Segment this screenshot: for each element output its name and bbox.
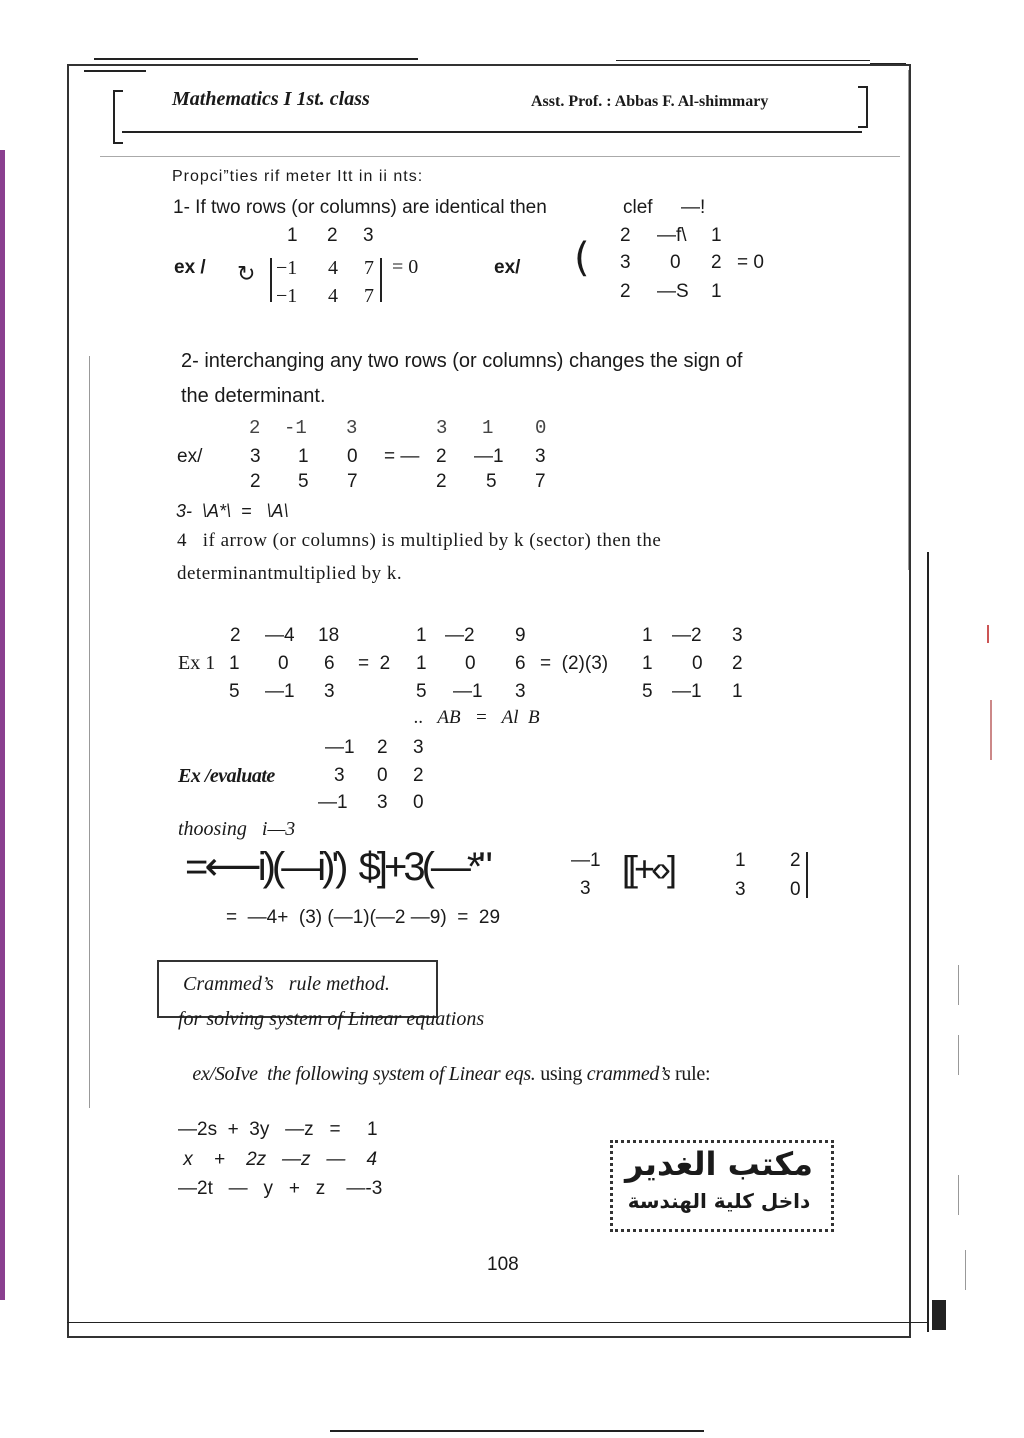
matrix-2-r3c2: —S xyxy=(657,281,689,302)
p2-right-r3c1: 2 xyxy=(436,471,447,492)
scan-mark-6 xyxy=(965,1250,966,1290)
matrix-2-r3c1: 2 xyxy=(620,281,631,302)
scan-mark-3 xyxy=(958,965,959,1005)
header-left-title: Mathematics I 1st. class xyxy=(172,88,370,110)
scan-mark-5 xyxy=(958,1175,959,1215)
scan-mark-4 xyxy=(958,1035,959,1075)
p2-left-r2c1: 3 xyxy=(250,446,261,467)
property-1-top-row-3: 3 xyxy=(363,225,374,246)
header-dotted-rule xyxy=(100,156,900,157)
cramer-line-2-b: using xyxy=(535,1063,587,1085)
ex1-eq-1: = 2 xyxy=(358,653,391,674)
p2-right-r1c1: 3 xyxy=(436,417,448,439)
matrix-1-r2c3: 7 xyxy=(364,285,374,307)
p2-right-r2c3: 3 xyxy=(535,446,546,467)
ex1-m2-r3c3: 3 xyxy=(515,681,526,702)
ex1-label: Ex 1 xyxy=(178,652,216,674)
matrix-1-r1c2: 4 xyxy=(328,257,338,279)
ex1-m1-r1c3: 18 xyxy=(318,625,340,646)
p2-right-r1c2: 1 xyxy=(482,417,494,439)
p2-right-r3c2: 5 xyxy=(486,471,497,492)
matrix-1-equals: = 0 xyxy=(392,256,419,278)
cramer-box-title: Crammed’s rule method. xyxy=(183,973,390,995)
ex1-m2-r2c1: 1 xyxy=(416,653,427,674)
cramer-equation-1: —2s + 3y —z = 1 xyxy=(178,1119,378,1140)
eval-small-2-r1c2: 2 xyxy=(790,850,801,871)
matrix-1-r1c3: 7 xyxy=(364,257,374,279)
p2-left-r2c3: 0 xyxy=(347,446,358,467)
ex1-m3-r3c1: 5 xyxy=(642,681,653,702)
matrix-2-equals: = 0 xyxy=(737,252,764,273)
bottom-rule-1 xyxy=(67,1322,927,1323)
p2-left-r2c2: 1 xyxy=(298,446,309,467)
left-scan-edge xyxy=(0,150,5,1300)
property-1-clef: clef xyxy=(623,197,653,218)
property-1-ex2-label: ex/ xyxy=(494,257,521,278)
header-bracket-right xyxy=(858,86,868,128)
ex1-m3-r1c3: 3 xyxy=(732,625,743,646)
right-mid-rule xyxy=(908,70,909,570)
header-underline xyxy=(122,131,862,133)
eval-choosing: thoosing i—3 xyxy=(178,818,296,840)
matrix-2-r1c1: 2 xyxy=(620,225,631,246)
eval-expansion-garbled: =⟵i)(—i)') $]+3(—*" xyxy=(185,845,489,889)
matrix-1-right-bar xyxy=(380,258,382,302)
top-rule-left xyxy=(94,58,418,60)
matrix-2-r2c2: 0 xyxy=(670,252,681,273)
matrix-1-left-bar xyxy=(270,258,272,302)
eval-label: Ex /evaluate xyxy=(178,765,275,787)
property-1-ex-label: ex / xyxy=(174,257,206,278)
property-4-line-1: 4 if arrow (or columns) is multiplied by k (sector) then the xyxy=(177,530,662,551)
eval-small-1-top: —1 xyxy=(571,850,601,871)
ex1-m1-r1c2: —4 xyxy=(265,625,295,646)
ex1-m1-r2c3: 6 xyxy=(324,653,335,674)
property-1-text: 1- If two rows (or columns) are identical then xyxy=(173,197,547,218)
property-4-line-2: determinantmultiplied by k. xyxy=(177,563,403,584)
cramer-equation-3: —2t — y + z —-3 xyxy=(178,1178,383,1199)
ex1-m3-r3c2: —1 xyxy=(672,681,702,702)
cramer-line-2-c: crammed’s xyxy=(586,1063,671,1085)
ex1-m2-r1c1: 1 xyxy=(416,625,427,646)
matrix-2-r1c3: 1 xyxy=(711,225,722,246)
property-1-top-row-1: 1 xyxy=(287,225,298,246)
scan-mark-2 xyxy=(990,700,992,760)
section-heading: Propci”ties rif meter Itt in ii nts: xyxy=(172,168,424,185)
page-number: 108 xyxy=(487,1254,519,1275)
property-2-line-1: 2- interchanging any two rows (or columns) changes the sign of xyxy=(181,350,743,372)
eval-m-r2c1: 3 xyxy=(334,765,345,786)
cramer-line-2 xyxy=(183,1040,710,1086)
property-2-line-2: the determinant. xyxy=(181,385,326,407)
cycle-arrow-icon: ↻ xyxy=(237,262,256,287)
ex1-m3-r1c2: —2 xyxy=(672,625,702,646)
p2-left-r3c3: 7 xyxy=(347,471,358,492)
cramer-line-1: for solving system of Linear equations xyxy=(178,1008,485,1030)
stamp-line-1: مكتب الغدير xyxy=(625,1145,813,1183)
property-1-clef-mark: —! xyxy=(681,197,706,218)
eval-small-2-r2c1: 3 xyxy=(735,879,746,900)
p2-right-r1c3: 0 xyxy=(535,417,547,439)
inner-right-rule xyxy=(927,552,929,1332)
ex1-m2-r2c2: 0 xyxy=(465,653,476,674)
ex1-m1-r3c2: —1 xyxy=(265,681,295,702)
ex1-m2-r3c2: —1 xyxy=(453,681,483,702)
ex1-m2-r1c3: 9 xyxy=(515,625,526,646)
matrix-1-r2c1: −1 xyxy=(276,285,298,307)
property-2-ex-label: ex/ xyxy=(177,446,203,467)
matrix-2-r3c3: 1 xyxy=(711,281,722,302)
cramer-line-2-a: ex/SoIve the following system of Linear eqs. xyxy=(192,1063,536,1085)
p2-left-r1c3: 3 xyxy=(346,417,358,439)
cramer-equation-2: x + 2z —z — 4 xyxy=(178,1149,378,1170)
property-3: 3- \A*\ = \A\ xyxy=(176,501,289,521)
p2-left-r1c2: -1 xyxy=(284,417,307,439)
ex1-m3-r2c1: 1 xyxy=(642,653,653,674)
bracket-arrow-icon: ( xyxy=(574,235,590,281)
p2-right-r3c3: 7 xyxy=(535,471,546,492)
matrix-2-r1c2: —f\ xyxy=(657,225,687,246)
eval-m-r1c3: 3 xyxy=(413,737,424,758)
ex1-m1-r2c2: 0 xyxy=(278,653,289,674)
eval-m-r1c2: 2 xyxy=(377,737,388,758)
header-bracket-left xyxy=(113,90,123,144)
matrix-1-r1c1: −1 xyxy=(276,257,298,279)
matrix-1-r2c2: 4 xyxy=(328,285,338,307)
ex1-m3-r3c3: 1 xyxy=(732,681,743,702)
ex1-m2-r1c2: —2 xyxy=(445,625,475,646)
matrix-2-r2c3: 2 xyxy=(711,252,722,273)
scan-mark-7 xyxy=(932,1300,946,1330)
footer-rule xyxy=(330,1430,704,1432)
ex1-m1-r2c1: 1 xyxy=(229,653,240,674)
ex1-m2-r2c3: 6 xyxy=(515,653,526,674)
eval-result: = —4+ (3) (—1)(—2 —9) = 29 xyxy=(226,907,501,928)
header-right-author: Asst. Prof. : Abbas F. Al-shimmary xyxy=(531,93,769,110)
p2-left-r1c1: 2 xyxy=(249,417,261,439)
eval-m-r3c1: —1 xyxy=(318,792,348,813)
cramer-line-2-d: rule: xyxy=(670,1063,711,1085)
eval-small-2-r2c2: 0 xyxy=(790,879,801,900)
ex1-m2-r3c1: 5 xyxy=(416,681,427,702)
p2-right-r2c1: 2 xyxy=(436,446,447,467)
ex1-m1-r3c1: 5 xyxy=(229,681,240,702)
eval-m-r2c3: 2 xyxy=(413,765,424,786)
scan-mark-1 xyxy=(987,625,989,643)
eval-m-r3c3: 0 xyxy=(413,792,424,813)
eval-small-2-r1c1: 1 xyxy=(735,850,746,871)
ex1-m3-r1c1: 1 xyxy=(642,625,653,646)
matrix-2-r2c1: 3 xyxy=(620,252,631,273)
property-1-top-row-2: 2 xyxy=(327,225,338,246)
eval-expansion-garbled-2: [[+‹›] xyxy=(622,848,674,889)
ex1-m1-r1c1: 2 xyxy=(230,625,241,646)
eval-m-r1c1: —1 xyxy=(325,737,355,758)
eval-m-r3c2: 3 xyxy=(377,792,388,813)
ex1-m1-r3c3: 3 xyxy=(324,681,335,702)
eval-m-r2c2: 0 xyxy=(377,765,388,786)
eval-small-1-bottom: 3 xyxy=(580,878,591,899)
stamp-line-2: داخل كلية الهندسة xyxy=(627,1189,811,1213)
ex1-m3-r2c3: 2 xyxy=(732,653,743,674)
bookshop-stamp xyxy=(610,1140,834,1232)
p2-left-r3c2: 5 xyxy=(298,471,309,492)
ex1-m3-r2c2: 0 xyxy=(692,653,703,674)
top-rule-right xyxy=(616,60,870,61)
ex1-note: .. AB = Al B xyxy=(414,707,540,728)
inner-left-rule xyxy=(89,356,90,1108)
p2-left-r3c1: 2 xyxy=(250,471,261,492)
p2-equals-minus: = — xyxy=(384,446,420,467)
eval-small-2-right-bar xyxy=(806,852,808,898)
ex1-eq-2: = (2)(3) xyxy=(540,653,609,674)
p2-right-r2c2: —1 xyxy=(474,446,504,467)
